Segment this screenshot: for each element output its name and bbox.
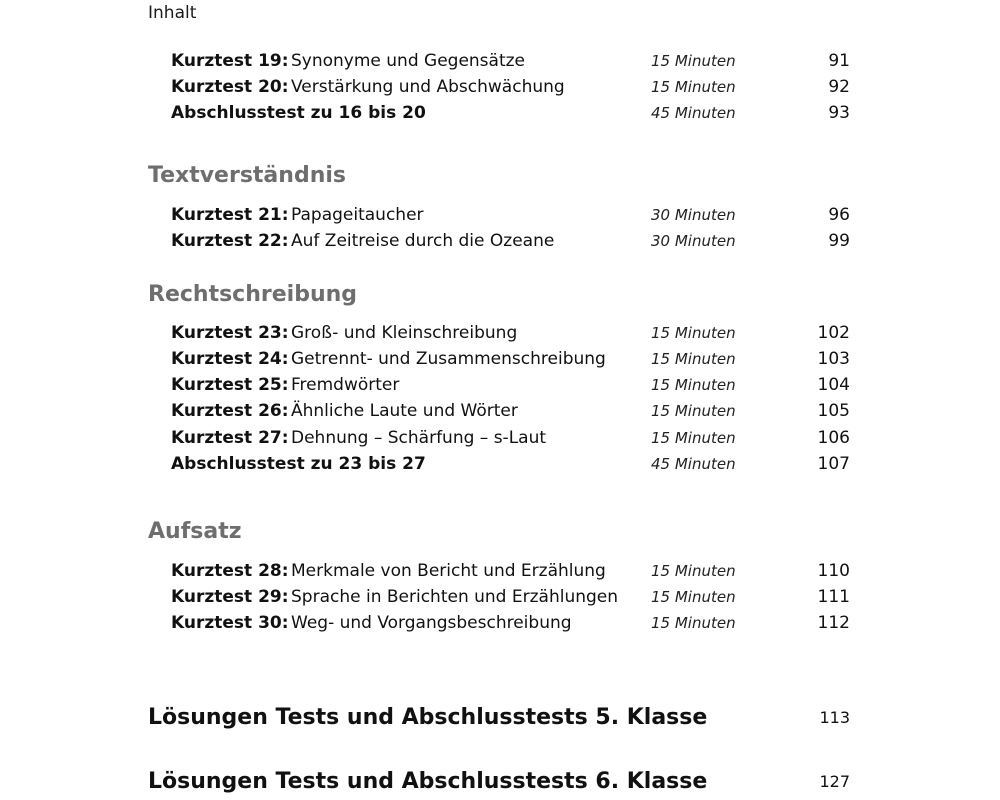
entry-title: Verstärkung und Abschwächung bbox=[291, 77, 565, 97]
entry-title: Weg- und Vorgangsbeschreibung bbox=[291, 613, 572, 633]
solutions-title: Lösungen Tests und Abschlusstests 6. Klasse bbox=[148, 769, 708, 794]
entry-duration: 15 Minuten bbox=[651, 588, 736, 606]
toc-entry bbox=[0, 399, 1000, 423]
entry-page-number: 91 bbox=[828, 51, 850, 71]
entry-page-number: 93 bbox=[828, 103, 850, 123]
toc-entry bbox=[0, 75, 1000, 99]
entry-page-number: 107 bbox=[817, 454, 850, 474]
entry-label: Kurztest 28: bbox=[171, 561, 289, 581]
entry-label: Kurztest 29: bbox=[171, 587, 289, 607]
entry-duration: 45 Minuten bbox=[651, 104, 736, 122]
entry-label: Kurztest 21: bbox=[171, 205, 289, 225]
entry-title: Auf Zeitreise durch die Ozeane bbox=[291, 231, 555, 251]
entry-label: Kurztest 22: bbox=[171, 231, 289, 251]
entry-duration: 15 Minuten bbox=[651, 376, 736, 394]
entry-label: Kurztest 26: bbox=[171, 401, 289, 421]
entry-duration: 45 Minuten bbox=[651, 455, 736, 473]
entry-title: Groß- und Kleinschreibung bbox=[291, 323, 518, 343]
entry-duration: 15 Minuten bbox=[651, 350, 736, 368]
entry-duration: 15 Minuten bbox=[651, 402, 736, 420]
entry-label: Kurztest 19: bbox=[171, 51, 289, 71]
toc-entry bbox=[0, 229, 1000, 253]
entry-page-number: 92 bbox=[828, 77, 850, 97]
entry-label: Kurztest 25: bbox=[171, 375, 289, 395]
section-heading-textverstaendnis: Textverständnis bbox=[148, 163, 346, 188]
entry-label: Kurztest 30: bbox=[171, 613, 289, 633]
toc-entry bbox=[0, 373, 1000, 397]
section-heading-aufsatz: Aufsatz bbox=[148, 519, 242, 544]
entry-title: Fremdwörter bbox=[291, 375, 400, 395]
toc-entry bbox=[0, 585, 1000, 609]
entry-page-number: 99 bbox=[828, 231, 850, 251]
solutions-page-number: 127 bbox=[819, 772, 850, 791]
entry-page-number: 103 bbox=[817, 349, 850, 369]
entry-duration: 15 Minuten bbox=[651, 324, 736, 342]
toc-entry bbox=[0, 101, 1000, 125]
entry-page-number: 104 bbox=[817, 375, 850, 395]
section-heading-rechtschreibung: Rechtschreibung bbox=[148, 282, 358, 307]
toc-entry bbox=[0, 452, 1000, 476]
toc-entry bbox=[0, 203, 1000, 227]
entry-label: Kurztest 24: bbox=[171, 349, 289, 369]
solutions-entry-6 bbox=[0, 766, 1000, 798]
entry-label: Kurztest 23: bbox=[171, 323, 289, 343]
entry-label: Abschlusstest zu 16 bis 20 bbox=[171, 103, 426, 123]
entry-page-number: 102 bbox=[817, 323, 850, 343]
entry-page-number: 112 bbox=[817, 613, 850, 633]
toc-entry bbox=[0, 559, 1000, 583]
entry-duration: 30 Minuten bbox=[651, 232, 736, 250]
toc-entry bbox=[0, 426, 1000, 450]
toc-entry bbox=[0, 321, 1000, 345]
toc-entry bbox=[0, 347, 1000, 371]
entry-title: Getrennt- und Zusammenschreibung bbox=[291, 349, 606, 369]
entry-page-number: 96 bbox=[828, 205, 850, 225]
solutions-page-number: 113 bbox=[819, 708, 850, 727]
entry-label: Kurztest 27: bbox=[171, 428, 289, 448]
running-head: Inhalt bbox=[148, 3, 197, 23]
solutions-entry-5 bbox=[0, 702, 1000, 734]
entry-page-number: 110 bbox=[817, 561, 850, 581]
entry-title: Synonyme und Gegensätze bbox=[291, 51, 526, 71]
entry-label: Abschlusstest zu 23 bis 27 bbox=[171, 454, 426, 474]
entry-page-number: 105 bbox=[817, 401, 850, 421]
entry-duration: 15 Minuten bbox=[651, 52, 736, 70]
entry-title: Dehnung – Schärfung – s-Laut bbox=[291, 428, 547, 448]
toc-entry bbox=[0, 611, 1000, 635]
entry-duration: 30 Minuten bbox=[651, 206, 736, 224]
entry-title: Merkmale von Bericht und Erzählung bbox=[291, 561, 606, 581]
entry-page-number: 106 bbox=[817, 428, 850, 448]
entry-title: Sprache in Berichten und Erzählungen bbox=[291, 587, 619, 607]
entry-page-number: 111 bbox=[817, 587, 850, 607]
entry-duration: 15 Minuten bbox=[651, 614, 736, 632]
entry-duration: 15 Minuten bbox=[651, 78, 736, 96]
toc-entry bbox=[0, 49, 1000, 73]
entry-title: Ähnliche Laute und Wörter bbox=[291, 401, 518, 421]
entry-duration: 15 Minuten bbox=[651, 562, 736, 580]
entry-duration: 15 Minuten bbox=[651, 429, 736, 447]
entry-label: Kurztest 20: bbox=[171, 77, 289, 97]
solutions-title: Lösungen Tests und Abschlusstests 5. Klasse bbox=[148, 705, 708, 730]
entry-title: Papageitaucher bbox=[291, 205, 424, 225]
